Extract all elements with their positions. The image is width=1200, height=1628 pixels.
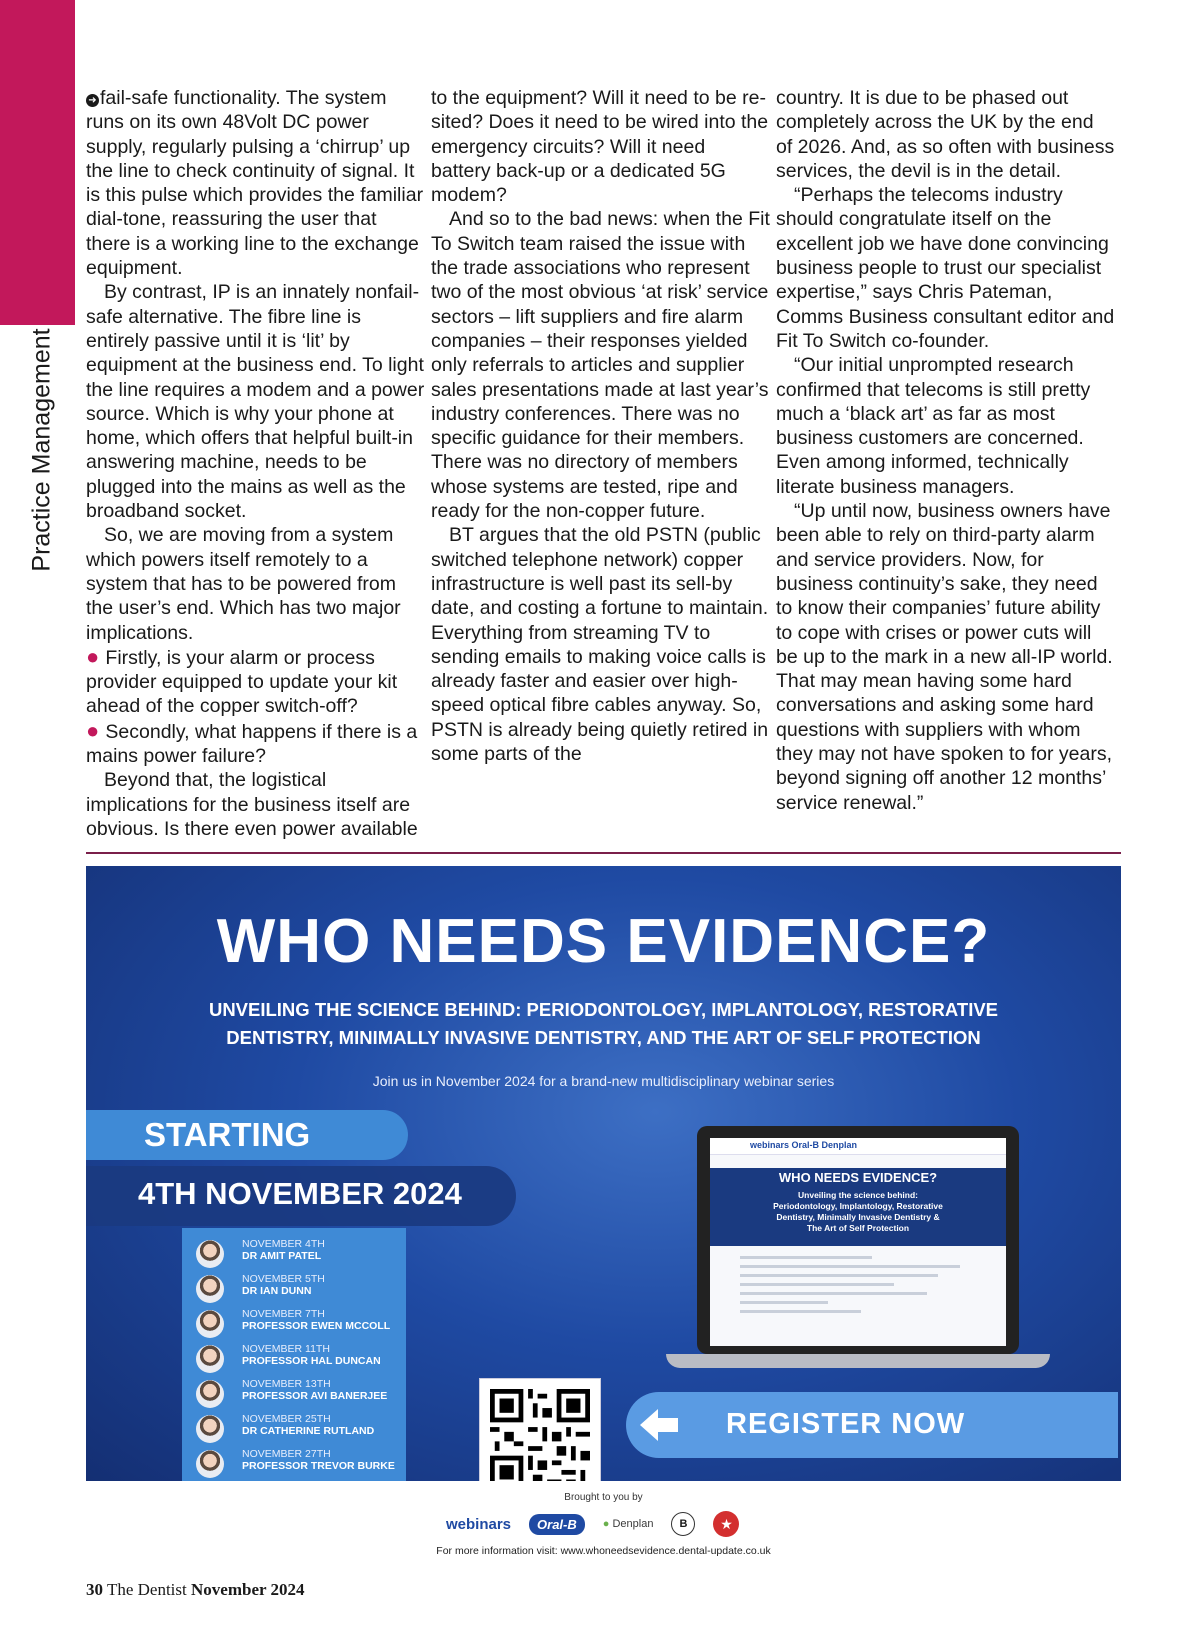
session-date: NOVEMBER 25TH (242, 1413, 331, 1425)
session-date: NOVEMBER 7TH (242, 1308, 325, 1320)
section-color-bar (0, 0, 75, 325)
paragraph-text: “Up until now, business owners have been able to rely on third-party alarm and service providers. Now, for business continuity’s sake, they need to know their companies’ future ability to cope with crises or power cuts will be up to the mark in a new all-IP world. That may mean having some hard conversations and asking some hard questions with suppliers with whom they may not have spoken to for years, beyond signing off another 12 months’ service renewal.” (776, 500, 1113, 814)
speaker-name: DR IAN DUNN (242, 1285, 312, 1297)
paragraph-text: And so to the bad news: when the Fit To Switch team raised the issue with the trade associations who represent two of the most obvious ‘at risk’ service sectors – lift suppliers and fire alarm companies – their responses yielded only referrals to articles and supplier sales presentations made at last year’s industry conferences. There was no specific guidance for their members. There was no directory of members whose systems are tested, ripe and ready for the non-copper future. (431, 208, 770, 523)
oral-b-logo: Oral-B (529, 1514, 585, 1535)
session-date: NOVEMBER 4TH (242, 1238, 325, 1250)
continued-arrow-icon: ➜ (86, 94, 99, 107)
preview-title: WHO NEEDS EVIDENCE? (778, 1170, 938, 1185)
magazine-name: The Dentist (106, 1580, 187, 1599)
speaker-avatar (196, 1275, 224, 1303)
ad-subtitle: UNVEILING THE SCIENCE BEHIND: PERIODONTOLOGY, IMPLANTOLOGY, RESTORATIVE DENTISTRY, MINIMALLY INVASIVE DENTISTRY, AND THE ART OF SELF PROTECTION (208, 999, 999, 1048)
starting-label: STARTING (144, 1116, 311, 1153)
paragraph-text: Secondly, what happens if there is a mains power failure? (86, 720, 418, 768)
paragraph (776, 499, 1115, 815)
paragraph (86, 645, 425, 719)
speaker-avatar (196, 1310, 224, 1338)
session-item (196, 1236, 406, 1270)
speaker-name: PROFESSOR EWEN MCCOLL (242, 1320, 391, 1332)
paragraph (86, 719, 425, 769)
speaker-avatar (196, 1345, 224, 1373)
bullet-icon: ● (86, 643, 106, 669)
webinar-advertisement (86, 866, 1121, 1556)
paragraph (431, 523, 770, 766)
paragraph (776, 86, 1115, 183)
page-number: 30 (86, 1580, 103, 1599)
session-date: NOVEMBER 13TH (242, 1378, 331, 1390)
register-now-label: REGISTER NOW (726, 1408, 966, 1440)
issue-date: November 2024 (191, 1580, 305, 1599)
speaker-avatar (196, 1240, 224, 1268)
more-info-url[interactable]: For more information visit: www.whoneedsevidence.dental-update.co.uk (436, 1545, 771, 1557)
paragraph-text: BT argues that the old PSTN (public switched telephone network) copper infrastructure is well past its sell-by date, and costing a fortune to maintain. Everything from streaming TV to sending emails to making voice calls is already faster and easier over high-speed optical fibre cables anyway. So, PSTN is already being quietly retired in some parts of the (431, 524, 769, 766)
speaker-avatar (196, 1415, 224, 1443)
section-label: Practice Management (27, 328, 56, 572)
laptop-base (666, 1354, 1050, 1368)
qr-code-icon[interactable] (479, 1378, 601, 1481)
paragraph-text: So, we are moving from a system which powers itself remotely to a system that has to be powered from the user’s end. Which has two major implications. (86, 524, 401, 644)
paragraph-text: Firstly, is your alarm or process provider equipped to update your kit ahead of the copper switch-off? (86, 646, 398, 718)
paragraph (86, 768, 425, 841)
speaker-avatar (196, 1450, 224, 1478)
paragraph (431, 86, 770, 207)
preview-header (710, 1138, 1006, 1155)
paragraph-text: fail-safe functionality. The system runs on its own 48Volt DC power supply, regularly pulsing a ‘chirrup’ up the line to check continuity of signal. It is this pulse which provides the familiar dial-tone, reassuring the user that there is a working line to the exchange equipment. (86, 87, 424, 280)
bullet-icon: ● (86, 717, 106, 743)
text-column-1 (86, 86, 431, 846)
arrow-left-icon (638, 1404, 680, 1446)
speaker-name: PROFESSOR HAL DUNCAN (242, 1355, 381, 1367)
paragraph-text: to the equipment? Will it need to be re-sited? Does it need to be wired into the emergency circuits? Will it need battery back-up or a dedicated 5G modem? (431, 87, 769, 207)
speaker-name: DR AMIT PATEL (242, 1250, 322, 1262)
speaker-name: PROFESSOR AVI BANERJEE (242, 1390, 388, 1402)
denplan-logo: ● Denplan (602, 1518, 654, 1530)
b-corp-logo: B (671, 1512, 695, 1536)
session-list (182, 1228, 406, 1481)
preview-subtitle: Unveiling the science behind: Periodontology, Implantology, Restorative Dentistry, Minimally Invasive Dentistry & The Art of Self Protection (773, 1190, 943, 1233)
speaker-name: PROFESSOR TREVOR BURKE (242, 1460, 395, 1472)
preview-text-lines (740, 1256, 960, 1319)
paragraph (776, 183, 1115, 353)
paragraph-text: Beyond that, the logistical implications for the business itself are obvious. Is there even power available (86, 769, 418, 840)
text-column-3 (776, 86, 1121, 846)
session-item (196, 1376, 406, 1410)
star-badge-icon: ★ (713, 1511, 739, 1537)
ad-join-text: Join us in November 2024 for a brand-new multidisciplinary webinar series (372, 1073, 835, 1089)
divider-rule (86, 852, 1121, 854)
session-item (196, 1341, 406, 1375)
session-item (196, 1411, 406, 1445)
preview-logos: webinars Oral-B Denplan (750, 1140, 858, 1150)
paragraph-text: “Perhaps the telecoms industry should congratulate itself on the excellent job we have done convincing business people to trust our specialist expertise,” says Chris Pateman, Comms Business consultant editor and Fit To Switch co-founder. (776, 184, 1115, 352)
session-item (196, 1271, 406, 1305)
article-body (86, 86, 1121, 846)
session-date: NOVEMBER 11TH (242, 1343, 330, 1355)
session-item (196, 1306, 406, 1340)
qr-code-pattern (490, 1389, 590, 1481)
session-item (196, 1446, 406, 1480)
page-footer (86, 1580, 304, 1600)
paragraph (86, 280, 425, 523)
start-date: 4TH NOVEMBER 2024 (138, 1176, 462, 1211)
paragraph (776, 353, 1115, 499)
session-date: NOVEMBER 5TH (242, 1273, 325, 1285)
paragraph-text: country. It is due to be phased out completely across the UK by the end of 2026. And, as so often with business services, the devil is in the detail. (776, 87, 1115, 182)
session-date: NOVEMBER 27TH (242, 1448, 331, 1460)
paragraph-text: “Our initial unprompted research confirmed that telecoms is still pretty much a ‘black art’ as far as most business customers are concerned. Even among informed, technically literate business managers. (776, 354, 1091, 498)
paragraph (86, 86, 425, 280)
speaker-name: DR CATHERINE RUTLAND (242, 1425, 375, 1437)
laptop-screen-preview (710, 1138, 1006, 1346)
paragraph (86, 523, 425, 644)
ad-banner (86, 866, 1121, 1481)
denplan-logo-text: Denplan (612, 1518, 654, 1530)
paragraph-text: By contrast, IP is an innately nonfail-safe alternative. The fibre line is entirely passive until it is ‘lit’ by equipment at the business end. To light the line requires a modem and a power source. Which is why your phone at home, which offers that helpful built-in answering machine, needs to be plugged into the mains as well as the broadband socket. (86, 281, 425, 523)
speaker-avatar (196, 1380, 224, 1408)
paragraph (431, 207, 770, 523)
brought-to-you-by: Brought to you by (564, 1492, 643, 1503)
webinars-logo: webinars (446, 1515, 512, 1533)
ad-title: WHO NEEDS EVIDENCE? (216, 907, 991, 976)
sponsor-logos (446, 1509, 739, 1539)
text-column-2 (431, 86, 776, 846)
